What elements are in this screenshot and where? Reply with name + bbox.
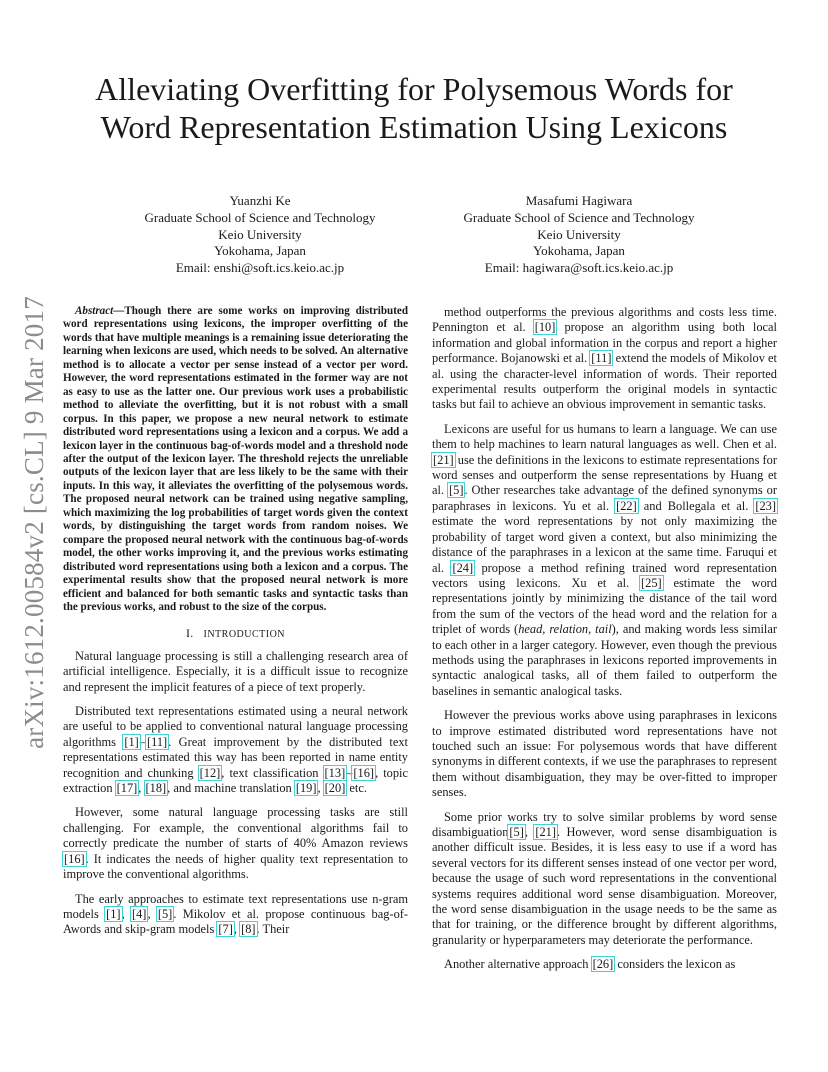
author-university: Keio University xyxy=(537,226,621,242)
paragraph xyxy=(432,810,777,949)
citation-link[interactable]: [26] xyxy=(592,957,614,972)
author-department: Graduate School of Science and Technology xyxy=(463,209,695,225)
author-name: Masafumi Hagiwara xyxy=(525,193,633,208)
section-number: I. xyxy=(185,626,194,641)
left-body xyxy=(63,649,408,938)
math-text: head, relation, tail xyxy=(518,622,612,637)
paragraph xyxy=(432,422,777,699)
text-run: , xyxy=(147,906,157,921)
text-run: The early approaches to estimate text representations use n-gram models xyxy=(63,891,408,921)
citation-link[interactable]: [18] xyxy=(145,781,167,796)
arxiv-stamp-text: arXiv:1612.00584v2 [cs.CL] 9 Mar 2017 xyxy=(18,295,49,749)
paragraph xyxy=(63,892,408,938)
text-run: – xyxy=(139,734,146,749)
citation-link[interactable]: [13] xyxy=(324,765,346,780)
author-city: Yokohama, Japan xyxy=(533,243,625,259)
text-run: . Great improvement by the distributed text representations estimated this way has been reported in name entity recognition and chunking xyxy=(63,734,408,780)
text-run: and Bollegala et al. xyxy=(637,498,755,513)
text-run: extend the models of Mikolov et al. using the character-level information of words. Their reported experimental results outperform the original models in syntactic tasks but fail to achieve an obvious improvement in semantic tasks. xyxy=(432,351,777,412)
title-line-1: Alleviating Overfitting for Polysemous Words for xyxy=(95,71,733,107)
text-run: Distributed text representations estimated using a neural network are useful to be applied to conventional natural language processing algorithms xyxy=(63,704,408,749)
citation-link[interactable]: [5] xyxy=(449,483,464,498)
citation-link[interactable]: [24] xyxy=(452,560,474,575)
text-run: . It indicates the needs of higher quality text representation to improve the conventional algorithms. xyxy=(63,851,408,882)
citation-link[interactable]: [7] xyxy=(218,922,233,937)
citation-link[interactable]: [12] xyxy=(199,765,221,780)
text-run: . Their xyxy=(256,922,290,937)
abstract-body: —Though there are some works on improving distributed word representations using lexicons, the improper overfitting of the words that have multiple meanings is a remaining issue deteriorating the learning when lexicons are used, which needs to be solved. An alternative method is to allocate a vector per sense instead of a vector per word. However, the word representations estimated in the former way are not as easy to use as the latter one. Our previous work uses a probabilistic method to alleviate the overfitting, but it is not robust with a small corpus. In this paper, we propose a new neural network to estimate distributed word representations using a lexicon and a corpus. We add a lexicon layer in the continuous bag-of-words model and a threshold node after the output of the lexicon layer. The threshold rejects the unreliable outputs of the lexicon layer that are less likely to be the same with their inputs. In this way, it alleviates the overfitting of the polysemous words. The proposed neural network can be trained using negative sampling, which maximizing the log probabilities of target words given the context words, by distinguishing the target words from random noises. We compare the proposed neural network with the continuous bag-of-words model, the other works improving it, and the previous works estimating distributed word representations using both a lexicon and a corpus. The experimental results show that the proposed neural network is more efficient and balanced for both semantic tasks and syntactic tasks than the previous works, and robust to the size of the corpus. xyxy=(63,305,408,613)
text-run: etc. xyxy=(346,781,367,796)
text-run: , and machine translation xyxy=(167,781,295,796)
text-run: , xyxy=(121,906,131,921)
text-run: . However, word sense disambiguation is another difficult issue. Besides, it is less easy to use if a word has several vectors for its different senses instead of one vector per word, because the usage of such word representations in the conventional systems requires additional word sense disambiguation. Moreover, the word sense disambiguation in the usage needs to be the same as that for training, or the difference brought by different algorithms, granularity or hyperparameters may deteriorate the performance. xyxy=(432,825,777,947)
text-run: . Mikolov et al. propose continuous bag-of-Awords and skip-gram models xyxy=(63,906,409,937)
citation-link[interactable]: [16] xyxy=(353,765,375,780)
arxiv-stamp xyxy=(14,262,54,782)
text-run: estimate the word representations by not only maximizing the probability of target word given a context, but also minimizing the distance of the paraphrases in a lexicon at the same time. Faruqui et al. xyxy=(432,514,777,575)
citation-link[interactable]: [11] xyxy=(147,734,168,749)
citation-link[interactable]: [20] xyxy=(324,781,346,796)
citation-link[interactable]: [1] xyxy=(106,906,121,921)
paragraph xyxy=(432,957,777,972)
paper-title xyxy=(0,70,828,146)
citation-link[interactable]: [11] xyxy=(591,351,612,366)
text-run: , topic extraction xyxy=(63,765,408,796)
citation-link[interactable]: [23] xyxy=(755,498,776,513)
text-run: However the previous works above using paraphrases in lexicons to improve estimated distributed word representations have not touched such an issue: For polysemous words that have different synonyms in different contexts, if we use the paraphrases to represent them without disambiguation, they may be over-fitted to improper senses. xyxy=(432,708,777,800)
text-run: , xyxy=(233,922,241,937)
author-university: Keio University xyxy=(218,226,302,242)
text-run: Natural language processing is still a challenging research area of artificial intelligence. Especially, it is a difficult issue to recognize and represent the implicit features of a piece of text properly. xyxy=(63,648,408,694)
text-run: . Other researches take advantage of the defined synonyms or paraphrases in lexicons. Yu et al. xyxy=(432,483,777,513)
paragraph xyxy=(63,649,408,695)
author-department: Graduate School of Science and Technology xyxy=(144,209,376,225)
paragraph xyxy=(63,805,408,882)
citation-link[interactable]: [16] xyxy=(64,851,85,866)
citation-link[interactable]: [21] xyxy=(535,825,556,839)
text-run: , xyxy=(524,825,535,839)
text-run: ), and making words less similar to each other in a larger category. However, even though the previous methods using the paraphrases in lexicons reported improvements in syntactic analogical tasks, all of them failed to outperform the baselines in semantic analogical tasks. xyxy=(432,622,777,698)
text-run: estimate the word representations jointly by minimizing the distance of the tail word from the sum of the vectors of the head word and the relation for a triplet of words ( xyxy=(432,575,777,637)
citation-link[interactable]: [8] xyxy=(241,922,256,937)
author-block-2 xyxy=(414,193,744,277)
citation-link[interactable]: [5] xyxy=(157,906,173,921)
text-run: However, some natural language processing tasks are still challenging. For example, the conventional algorithms fail to correctly predicate the number of starts of 40% Amazon reviews xyxy=(63,805,408,851)
text-run: , text classification xyxy=(221,765,324,780)
author-email: Email: enshi@soft.ics.keio.ac.jp xyxy=(175,260,345,276)
section-heading xyxy=(63,626,408,642)
text-run: propose an algorithm using both local information and global information in the corpus and report a higher performance. Bojanowski et al. xyxy=(432,320,777,366)
text-run: use the definitions in the lexicons to estimate representations for word senses and outperform the sense representations by Huang et al. xyxy=(432,452,777,498)
author-name: Yuanzhi Ke xyxy=(229,193,291,208)
citation-link[interactable]: [10] xyxy=(534,320,556,335)
paragraph xyxy=(432,708,777,800)
section-title: INTRODUCTION xyxy=(203,629,286,641)
citation-link[interactable]: [21] xyxy=(433,452,454,467)
left-column xyxy=(63,305,408,947)
text-run: , xyxy=(138,781,145,796)
citation-link[interactable]: [5] xyxy=(509,825,524,839)
text-run: , xyxy=(317,781,324,796)
paragraph xyxy=(63,704,408,796)
text-run: – xyxy=(346,765,353,780)
right-column xyxy=(432,305,777,982)
paragraph xyxy=(432,305,777,413)
citation-link[interactable]: [17] xyxy=(116,781,138,796)
abstract-lead: Abstract xyxy=(75,305,114,317)
citation-link[interactable]: [25] xyxy=(641,575,662,590)
author-block-1 xyxy=(95,193,425,277)
abstract xyxy=(63,305,408,614)
text-run: Some prior works try to solve similar problems by word sense disambiguation xyxy=(432,809,777,839)
citation-link[interactable]: [19] xyxy=(295,781,317,796)
citation-link[interactable]: [22] xyxy=(616,498,637,513)
citation-link[interactable]: [1] xyxy=(124,734,139,749)
text-run: Lexicons are useful for us humans to learn a language. We can use them to help machines to learn natural languages as well. Chen et al. xyxy=(432,421,777,452)
author-email: Email: hagiwara@soft.ics.keio.ac.jp xyxy=(484,260,674,276)
title-line-2: Word Representation Estimation Using Lexicons xyxy=(100,109,728,145)
author-city: Yokohama, Japan xyxy=(214,243,306,259)
text-run: Another alternative approach xyxy=(444,957,592,972)
text-run: propose a method refining trained word representation vectors using lexicons. Xu et al. xyxy=(432,560,777,590)
text-run: considers the lexicon as xyxy=(614,957,736,972)
text-run: method outperforms the previous algorithms and costs less time. Pennington et al. xyxy=(432,305,777,335)
citation-link[interactable]: [4] xyxy=(131,906,147,921)
right-body xyxy=(432,305,777,973)
